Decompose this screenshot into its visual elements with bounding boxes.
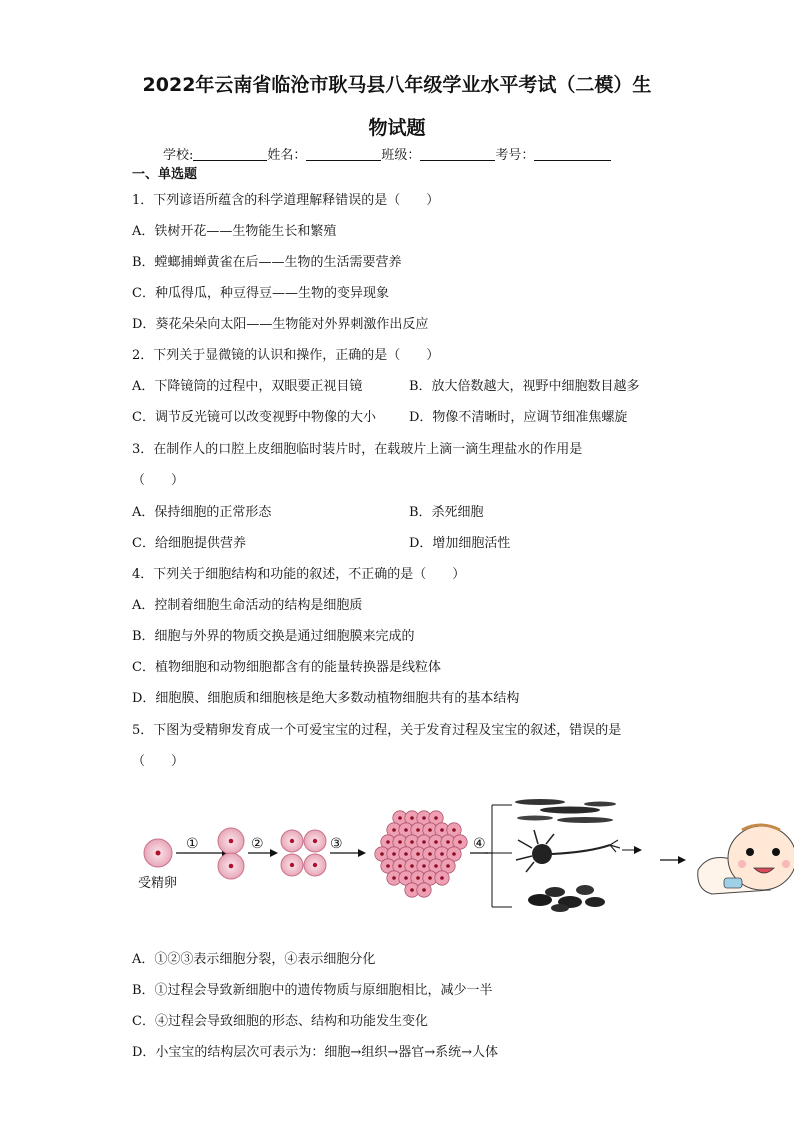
mass-cell-nucleus xyxy=(386,840,390,844)
zygote-label: 受精卵 xyxy=(138,876,178,891)
mass-cell-nucleus xyxy=(416,828,420,832)
option: B．细胞与外界的物质交换是通过细胞膜来完成的 xyxy=(132,629,415,644)
exam-no-blank[interactable] xyxy=(534,148,611,161)
mass-cell-nucleus xyxy=(434,816,438,820)
mass-cell-nucleus xyxy=(410,840,414,844)
mass-cell-nucleus xyxy=(398,840,402,844)
arrow-baby-head xyxy=(678,856,686,864)
option: A．保持细胞的正常形态 xyxy=(132,505,272,520)
option: D．增加细胞活性 xyxy=(409,536,511,551)
option: B．放大倍数越大，视野中细胞数目越多 xyxy=(409,379,640,394)
mass-cell-nucleus xyxy=(422,864,426,868)
name-label: 姓名： xyxy=(267,148,307,163)
mass-cell-nucleus xyxy=(416,852,420,856)
step-3-label: ③ xyxy=(330,836,343,852)
mass-cell-nucleus xyxy=(452,828,456,832)
mass-cell-nucleus xyxy=(440,852,444,856)
option: D．葵花朵朵向太阳——生物能对外界刺激作出反应 xyxy=(132,317,429,332)
option: A．①②③表示细胞分裂，④表示细胞分化 xyxy=(132,952,376,967)
exam-title-line1: 2022年云南省临沧市耿马县八年级学业水平考试（二模）生 xyxy=(142,74,652,96)
option: B．①过程会导致新细胞中的遗传物质与原细胞相比，减少一半 xyxy=(132,983,493,998)
option: D．小宝宝的结构层次可表示为：细胞→组织→器官→系统→人体 xyxy=(132,1045,498,1060)
student-info-line xyxy=(163,144,611,163)
mass-cell-nucleus xyxy=(404,852,408,856)
step-2-label: ② xyxy=(251,836,264,852)
mass-cell-nucleus xyxy=(392,876,396,880)
mass-cell-nucleus xyxy=(404,876,408,880)
muscle-tissue xyxy=(515,799,616,823)
baby-illustration xyxy=(698,825,794,894)
blood-cells xyxy=(528,885,605,912)
class-blank[interactable] xyxy=(420,148,495,161)
mass-cell-nucleus xyxy=(440,876,444,880)
question-stem: 1．下列谚语所蕴含的科学道理解释错误的是（ ） xyxy=(132,193,440,208)
mass-cell-nucleus xyxy=(398,864,402,868)
option: D．细胞膜、细胞质和细胞核是绝大多数动植物细胞共有的基本结构 xyxy=(132,691,520,706)
mass-cell-nucleus xyxy=(452,852,456,856)
development-figure xyxy=(130,790,794,920)
question-stem: 5．下图为受精卵发育成一个可爱宝宝的过程，关于发育过程及宝宝的叙述，错误的是 xyxy=(132,723,622,738)
mass-cell-nucleus xyxy=(434,840,438,844)
option: C．植物细胞和动物细胞都含有的能量转换器是线粒体 xyxy=(132,660,441,675)
mass-cell-nucleus xyxy=(410,888,414,892)
mass-cell-nucleus xyxy=(428,876,432,880)
cell-mass xyxy=(375,811,467,897)
mass-cell-nucleus xyxy=(458,840,462,844)
arrow-2-head xyxy=(270,849,278,857)
exam-title-line2: 物试题 xyxy=(368,117,426,139)
mass-cell-nucleus xyxy=(404,828,408,832)
section-title: 一、单选题 xyxy=(132,167,198,182)
mass-cell-nucleus xyxy=(392,852,396,856)
question-stem: 2．下列关于显微镜的认识和操作，正确的是（ ） xyxy=(132,348,440,363)
mass-cell-nucleus xyxy=(416,876,420,880)
four-cell-stage xyxy=(281,830,326,876)
mass-cell-nucleus xyxy=(386,864,390,868)
question-stem: 3．在制作人的口腔上皮细胞临时装片时，在载玻片上滴一滴生理盐水的作用是 xyxy=(132,442,583,457)
mass-cell-nucleus xyxy=(398,816,402,820)
neuron-cell xyxy=(516,830,642,872)
school-label: 学校: xyxy=(163,148,194,163)
mass-cell-nucleus xyxy=(422,888,426,892)
mass-cell-nucleus xyxy=(422,816,426,820)
option: A．铁树开花——生物能生长和繁殖 xyxy=(132,224,337,239)
arrow-3-head xyxy=(358,849,366,857)
name-blank[interactable] xyxy=(306,148,381,161)
option: C．调节反光镜可以改变视野中物像的大小 xyxy=(132,410,376,425)
option: A．下降镜筒的过程中，双眼要正视目镜 xyxy=(132,379,363,394)
option: D．物像不清晰时，应调节细准焦螺旋 xyxy=(409,410,628,425)
class-label: 班级： xyxy=(381,148,421,163)
option: B．杀死细胞 xyxy=(409,505,484,520)
option: C．④过程会导致细胞的形态、结构和功能发生变化 xyxy=(132,1014,428,1029)
mass-cell-nucleus xyxy=(428,852,432,856)
mass-cell-nucleus xyxy=(410,816,414,820)
mass-cell-nucleus xyxy=(428,828,432,832)
mass-cell-nucleus xyxy=(410,864,414,868)
mass-cell-nucleus xyxy=(422,840,426,844)
option: B．螳螂捕蝉黄雀在后——生物的生活需要营养 xyxy=(132,255,402,270)
question-stem-cont: （ ） xyxy=(132,473,185,488)
step-1-label: ① xyxy=(186,836,199,852)
mass-cell-nucleus xyxy=(392,828,396,832)
mass-cell-nucleus xyxy=(446,840,450,844)
question-stem-cont: （ ） xyxy=(132,754,185,769)
mass-cell-nucleus xyxy=(440,828,444,832)
exam-no-label: 考号： xyxy=(495,148,535,163)
question-stem: 4．下列关于细胞结构和功能的叙述，不正确的是（ ） xyxy=(132,567,466,582)
option: C．种瓜得瓜，种豆得豆——生物的变异现象 xyxy=(132,286,389,301)
mass-cell-nucleus xyxy=(446,864,450,868)
mass-cell-nucleus xyxy=(380,852,384,856)
zygote-cell xyxy=(144,839,172,867)
school-blank[interactable] xyxy=(193,148,267,161)
option: A．控制着细胞生命活动的结构是细胞质 xyxy=(132,598,363,613)
mass-cell-nucleus xyxy=(434,864,438,868)
step-4-label: ④ xyxy=(473,836,486,852)
option: C．给细胞提供营养 xyxy=(132,536,246,551)
